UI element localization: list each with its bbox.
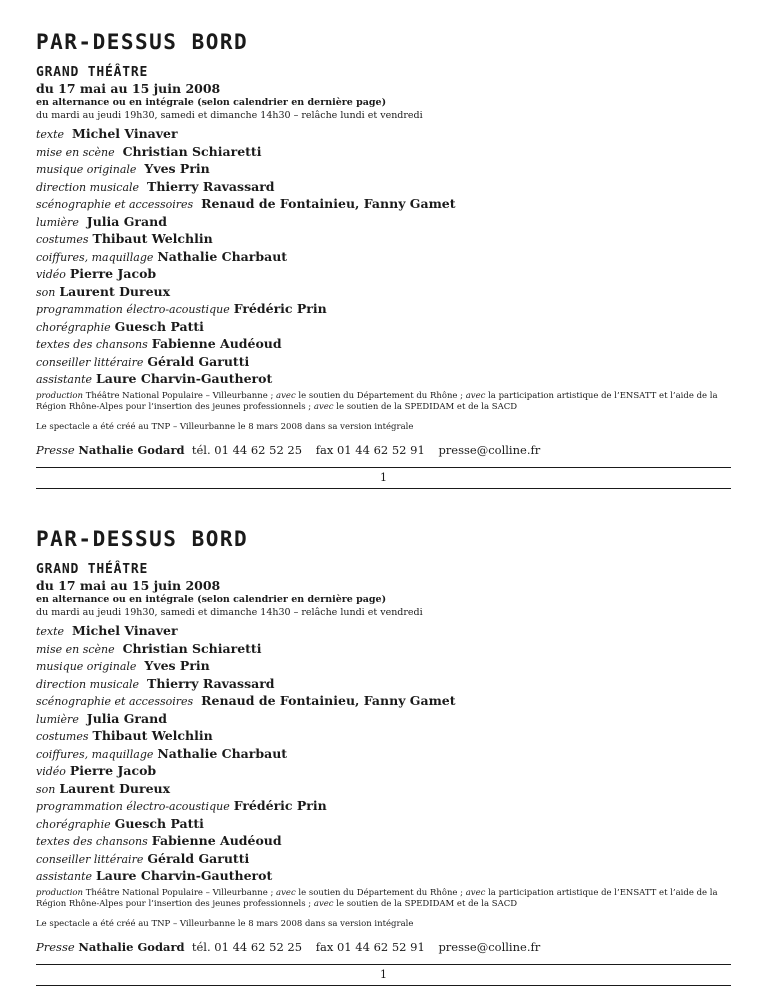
credit-role: lumière (36, 215, 79, 229)
credit-line (36, 868, 731, 886)
credit-name: Guesch Patti (114, 318, 204, 334)
schedule-text: du mardi au jeudi 19h30, samedi et dimanche 14h30 – relâche lundi et vendredi (36, 110, 423, 121)
credit-role: direction musicale (36, 180, 140, 194)
credit-name: Yves Prin (144, 161, 210, 176)
credit-role: vidéo (36, 268, 66, 281)
credit-line (36, 266, 731, 284)
credit-role: direction musicale (36, 677, 140, 691)
schedule-text: du mardi au jeudi 19h30, samedi et dimanche 14h30 – relâche lundi et vendredi (36, 607, 423, 618)
credit-name: Yves Prin (144, 658, 210, 673)
press-fax: fax 01 44 62 52 91 (315, 443, 425, 457)
credit-role: programmation électro-acoustique (36, 800, 230, 813)
credits-list (36, 623, 731, 886)
press-label: Presse (36, 443, 75, 457)
press-fax: fax 01 44 62 52 91 (315, 940, 425, 954)
credit-role: son (36, 285, 56, 299)
credit-name: Michel Vinaver (72, 126, 178, 141)
date-range: du 17 mai au 15 juin 2008 (36, 81, 221, 96)
credit-line (36, 214, 731, 232)
credit-role: textes des chansons (36, 338, 148, 351)
credit-line (36, 833, 731, 851)
credit-role: coiffures, maquillage (36, 250, 154, 264)
alternance-note: en alternance ou en intégrale (selon calendrier en dernière page) (36, 97, 387, 108)
credit-name: Gérald Garutti (147, 353, 250, 369)
production-label: production (36, 887, 84, 898)
production-note (36, 391, 731, 414)
credit-line (36, 728, 731, 746)
production-note (36, 888, 731, 911)
credit-role: musique originale (36, 660, 137, 673)
credit-name: Laurent Dureux (59, 780, 171, 796)
date-range: du 17 mai au 15 juin 2008 (36, 578, 221, 593)
creation-note: Le spectacle a été créé au TNP – Villeurbanne le 8 mars 2008 dans sa version intégrale (36, 421, 414, 432)
credit-role: conseiller littéraire (36, 355, 144, 369)
credit-name: Renaud de Fontainieu, Fanny Gamet (201, 693, 456, 708)
press-contact (36, 939, 731, 955)
credit-role: assistante (36, 870, 93, 883)
credit-role: programmation électro-acoustique (36, 303, 230, 316)
credit-line (36, 179, 731, 197)
production-text: Théâtre National Populaire – Villeurbanne ; (83, 887, 277, 898)
production-text: Théâtre National Populaire – Villeurbanne ; (83, 390, 277, 401)
credit-line (36, 196, 731, 214)
credits-list (36, 126, 731, 389)
credit-line (36, 798, 731, 816)
credit-line (36, 676, 731, 694)
credit-name: Frédéric Prin (233, 301, 327, 316)
credit-role: vidéo (36, 765, 66, 778)
avec-label: avec (313, 899, 334, 909)
credit-name: Julia Grand (86, 710, 167, 726)
credit-line (36, 231, 731, 249)
credit-role: textes des chansons (36, 835, 148, 848)
credit-line (36, 711, 731, 729)
press-phone: tél. 01 44 62 52 25 (191, 940, 303, 954)
credit-line (36, 763, 731, 781)
alternance-note: en alternance ou en intégrale (selon calendrier en dernière page) (36, 594, 387, 605)
credit-role: mise en scène (36, 145, 115, 159)
creation-note: Le spectacle a été créé au TNP – Villeurbanne le 8 mars 2008 dans sa version intégrale (36, 918, 414, 929)
credit-role: costumes (36, 730, 89, 743)
production-text: le soutien de la SPEDIDAM et de la SACD (333, 899, 518, 909)
avec-label: avec (465, 887, 486, 898)
credit-name: Fabienne Audéoud (151, 336, 282, 351)
credit-line (36, 658, 731, 676)
credit-role: texte (36, 128, 65, 141)
credit-name: Nathalie Charbaut (157, 745, 288, 761)
credit-name: Laure Charvin-Gautherot (96, 371, 273, 386)
credit-line (36, 126, 731, 144)
credit-line (36, 249, 731, 267)
credit-role: son (36, 782, 56, 796)
page-title: PAR-DESSUS BORD (36, 527, 249, 551)
credit-name: Frédéric Prin (233, 798, 327, 813)
credit-role: texte (36, 625, 65, 638)
credit-name: Christian Schiaretti (122, 640, 262, 656)
credit-name: Nathalie Charbaut (157, 248, 288, 264)
press-name: Nathalie Godard (78, 940, 185, 954)
credit-name: Laurent Dureux (59, 283, 171, 299)
credit-role: coiffures, maquillage (36, 747, 154, 761)
credit-line (36, 336, 731, 354)
page-number: 1 (380, 471, 387, 484)
divider-bottom (36, 488, 731, 489)
credit-line (36, 693, 731, 711)
credit-name: Gérald Garutti (147, 850, 250, 866)
venue-heading: GRAND THÉÂTRE (36, 65, 149, 80)
press-label: Presse (36, 940, 75, 954)
press-email[interactable]: presse@colline.fr (438, 940, 541, 954)
credit-line (36, 816, 731, 834)
credit-role: scénographie et accessoires (36, 198, 194, 211)
credit-line (36, 161, 731, 179)
avec-label: avec (313, 402, 334, 412)
venue-heading: GRAND THÉÂTRE (36, 562, 149, 577)
credit-name: Michel Vinaver (72, 623, 178, 638)
credit-role: costumes (36, 233, 89, 246)
production-text: la participation artistique de l’ENSATT et l’aide de la Région Rhône-Alpes pour l’insertion des jeunes professionnels ; (36, 887, 718, 909)
credit-name: Thierry Ravassard (147, 178, 275, 194)
credit-name: Pierre Jacob (69, 763, 157, 778)
document-block-1 (36, 30, 731, 489)
press-phone: tél. 01 44 62 52 25 (191, 443, 303, 457)
avec-label: avec (276, 390, 296, 401)
credit-line (36, 746, 731, 764)
credit-name: Guesch Patti (114, 815, 204, 831)
credit-name: Thibaut Welchlin (92, 728, 213, 743)
credit-name: Laure Charvin-Gautherot (96, 868, 273, 883)
avec-label: avec (276, 887, 296, 898)
credit-line (36, 623, 731, 641)
credit-role: chorégraphie (36, 817, 111, 831)
credit-line (36, 301, 731, 319)
credit-line (36, 319, 731, 337)
avec-label: avec (465, 390, 486, 401)
credit-role: scénographie et accessoires (36, 695, 194, 708)
credit-role: conseiller littéraire (36, 852, 144, 866)
credit-line (36, 781, 731, 799)
production-label: production (36, 390, 84, 401)
credit-line (36, 354, 731, 372)
production-text: le soutien du Département du Rhône ; (295, 390, 466, 401)
credit-role: assistante (36, 373, 93, 386)
credit-name: Christian Schiaretti (122, 143, 262, 159)
production-text: le soutien du Département du Rhône ; (295, 887, 466, 898)
page-title: PAR-DESSUS BORD (36, 30, 249, 54)
credit-name: Renaud de Fontainieu, Fanny Gamet (201, 196, 456, 211)
credit-name: Julia Grand (86, 213, 167, 229)
credit-name: Thibaut Welchlin (92, 231, 213, 246)
credit-line (36, 851, 731, 869)
credit-line (36, 371, 731, 389)
credit-name: Thierry Ravassard (147, 675, 275, 691)
credit-role: mise en scène (36, 642, 115, 656)
credit-line (36, 284, 731, 302)
credit-name: Pierre Jacob (69, 266, 157, 281)
credit-line (36, 641, 731, 659)
production-text: la participation artistique de l’ENSATT et l’aide de la Région Rhône-Alpes pour l’insertion des jeunes professionnels ; (36, 390, 718, 412)
credit-name: Fabienne Audéoud (151, 833, 282, 848)
credit-role: lumière (36, 712, 79, 726)
divider-bottom (36, 985, 731, 986)
production-text: le soutien de la SPEDIDAM et de la SACD (333, 402, 518, 412)
page-number: 1 (380, 968, 387, 981)
document-block-2 (36, 527, 731, 986)
press-name: Nathalie Godard (78, 443, 185, 457)
credit-role: musique originale (36, 163, 137, 176)
credit-role: chorégraphie (36, 320, 111, 334)
credit-line (36, 144, 731, 162)
press-contact (36, 442, 731, 458)
press-email[interactable]: presse@colline.fr (438, 443, 541, 457)
